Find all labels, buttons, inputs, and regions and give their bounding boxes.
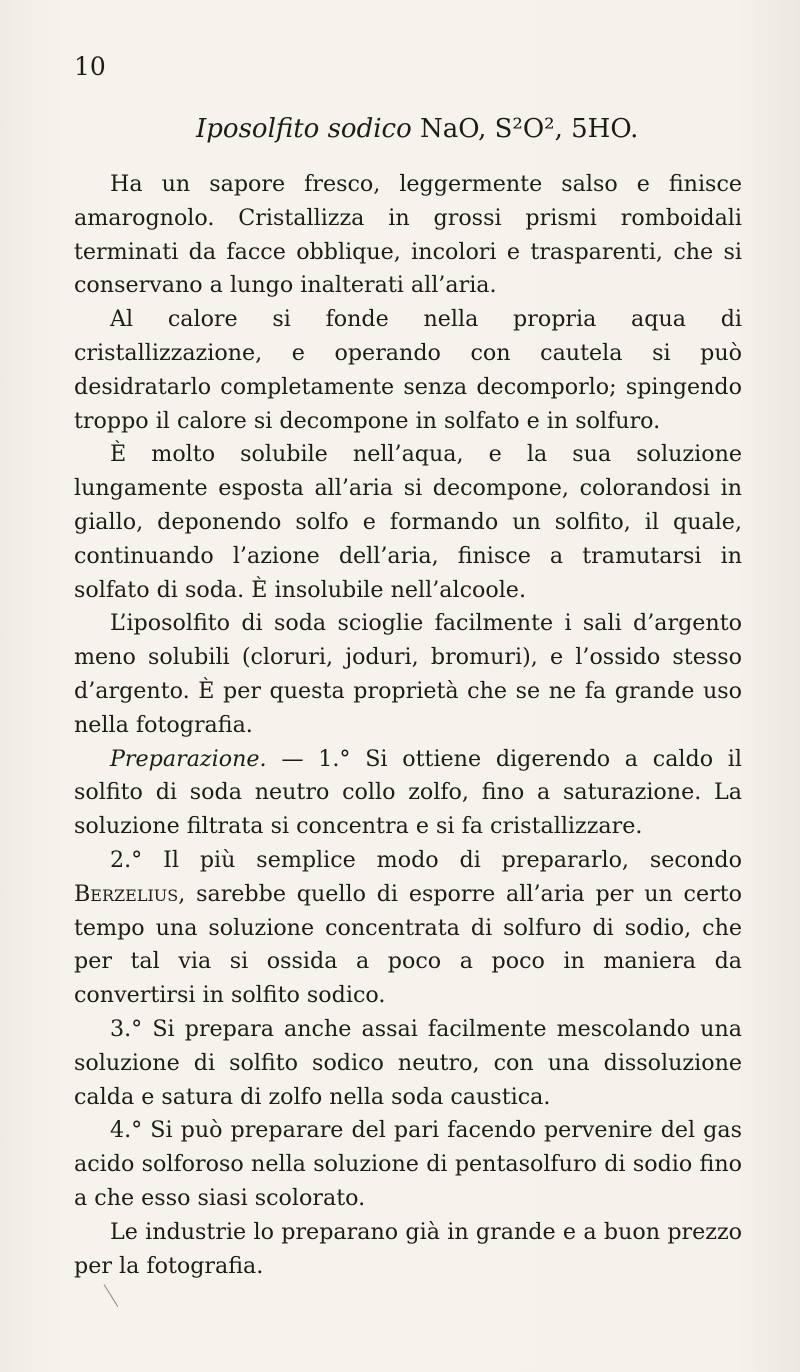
paragraph-silver-salts: L’iposolfito di soda scioglie facilmente i sali d’argento meno solubili (cloruri, joduri, bromuri), e l’ossido stesso d’argento. È per questa proprietà che se ne fa grande uso nella fotografia. <box>74 610 742 738</box>
paragraph-preparation <box>74 743 742 844</box>
method-2-text-after: , sarebbe quello di esporre all’aria per un certo tempo una soluzione concentrata di solfuro di sodio, che per tal via si ossida a poco a poco in maniera da convertirsi in solfito sodico. <box>74 880 742 1009</box>
pencil-mark <box>104 1284 119 1307</box>
method-2-text-before: 2.° Il più semplice modo di prepararlo, secondo <box>110 846 742 873</box>
header-formula: NaO, S²O², 5HO. <box>420 114 639 144</box>
paragraph-industry: Le industrie lo preparano già in grande e a buon prezzo per la fotografia. <box>74 1218 742 1279</box>
paragraph-heat: Al calore si fonde nella propria aqua di cristallizzazione, e operando con cautela si può desidratarlo completamente senza decomporlo; spingendo troppo il calore si decompone in solfato e in solfuro. <box>74 306 742 434</box>
paragraph-method-3: 3.° Si prepara anche assai facilmente mescolando una soluzione di solfito sodico neutro, con una dissoluzione calda e satura di zolfo nella soda caustica. <box>74 1015 742 1110</box>
header-title: Iposolfito sodico <box>196 114 412 144</box>
author-name: Berzelius <box>74 880 179 907</box>
paragraph-method-2 <box>74 844 742 1013</box>
paragraph-taste: Ha un sapore fresco, leggermente salso e finisce amarognolo. Cristallizza in grossi prismi romboidali terminati da facce obblique, incolori e trasparenti, che si conservano a lungo inalterati all’aria. <box>74 171 742 299</box>
page-number: 10 <box>74 52 106 81</box>
preparation-label: Preparazione. <box>110 745 267 772</box>
paragraph-method-4: 4.° Si può preparare del pari facendo pervenire del gas acido solforoso nella soluzione di pentasolfuro di sodio fino a che esso siasi scolorato. <box>74 1117 742 1211</box>
preparation-text: — 1.° Si ottiene digerendo a caldo il solfito di soda neutro collo zolfo, fino a saturazione. La soluzione filtrata si concentra e si fa cristallizzare. <box>74 745 743 840</box>
body-text <box>74 168 742 1283</box>
page-header <box>196 116 638 142</box>
paragraph-solubility: È molto solubile nell’aqua, e la sua soluzione lungamente esposta all’aria si decompone, colorandosi in giallo, deponendo solfo e formando un solfito, il quale, continuando l’azione dell’aria, finisce a tramutarsi in solfato di soda. È insolubile nell’alcoole. <box>74 441 742 603</box>
